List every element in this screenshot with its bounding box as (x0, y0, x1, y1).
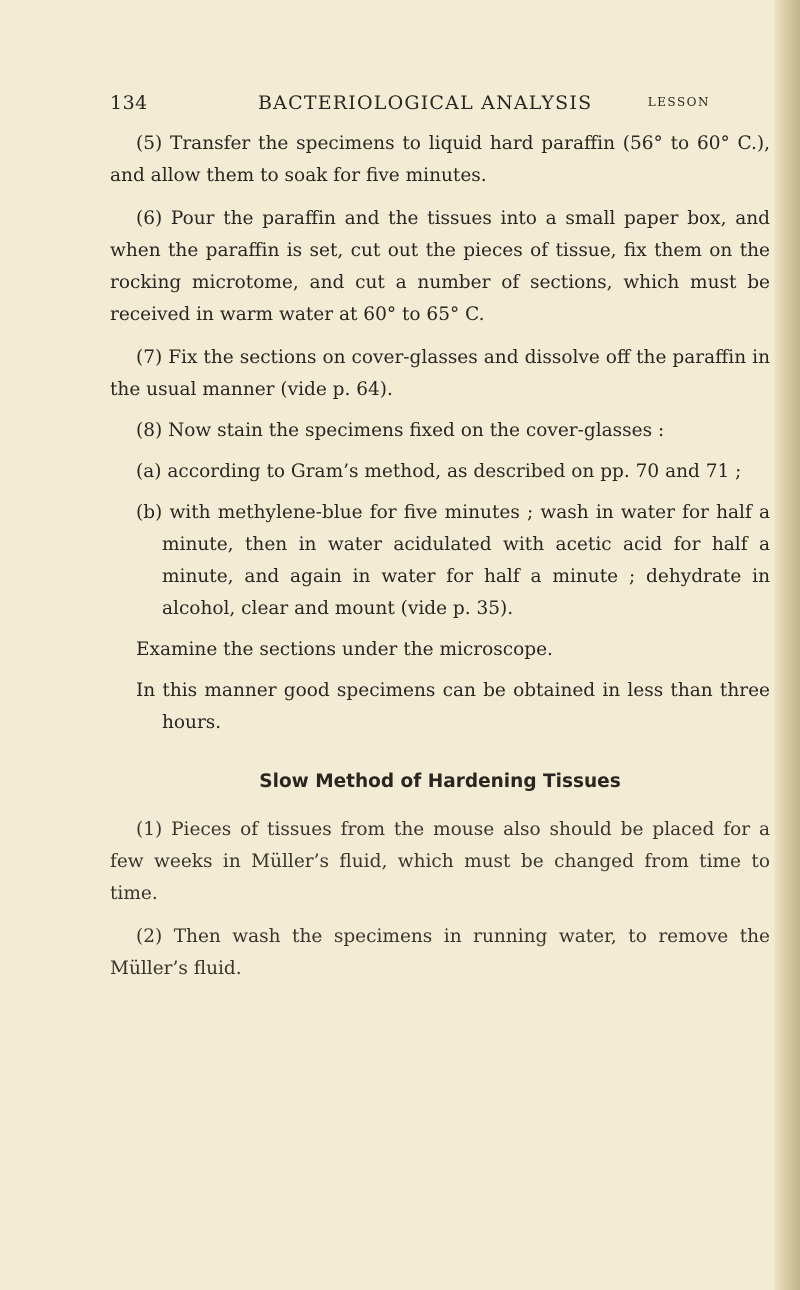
step-7: (7) Fix the sections on cover-glasses and dissolve off the paraffin in the usual manner (vide p. 64). (110, 347, 770, 400)
running-header (110, 92, 710, 118)
section-heading: Slow Method of Hardening Tissues (259, 771, 621, 792)
step-6: (6) Pour the paraffin and the tissues into a small paper box, and when the paraffin is set, cut out the pieces of tissue, fix them on the rocking microtome, and cut a number of sections, which must be received in warm water at 60° to 65° C. (110, 208, 770, 325)
step-8a: (a) according to Gram’s method, as described on pp. 70 and 71 ; (136, 461, 742, 482)
result-note: In this manner good specimens can be obtained in less than three hours. (136, 680, 770, 733)
page-number: 134 (110, 92, 148, 114)
step-8b: (b) with methylene-blue for five minutes ; wash in water for half a minute, then in water acidulated with acetic acid for half a minute, and again in water for half a minute ; dehydrate in alcohol, clear and mount (vide p. 35). (136, 502, 770, 619)
slow-step-2: (2) Then wash the specimens in running water, to remove the Müller’s fluid. (110, 926, 770, 979)
step-5: (5) Transfer the specimens to liquid hard paraffin (56° to 60° C.), and allow them to soak for five minutes. (110, 133, 770, 186)
lesson-tag: LESSON (647, 95, 710, 109)
page-edge (774, 0, 800, 1290)
slow-step-1: (1) Pieces of tissues from the mouse also should be placed for a few weeks in Müller’s fluid, which must be changed from time to time. (110, 819, 770, 904)
running-title: BACTERIOLOGICAL ANALYSIS (258, 92, 593, 114)
examine-note: Examine the sections under the microscope. (136, 639, 553, 660)
page-body (110, 128, 770, 985)
step-8: (8) Now stain the specimens fixed on the cover-glasses : (136, 420, 665, 441)
